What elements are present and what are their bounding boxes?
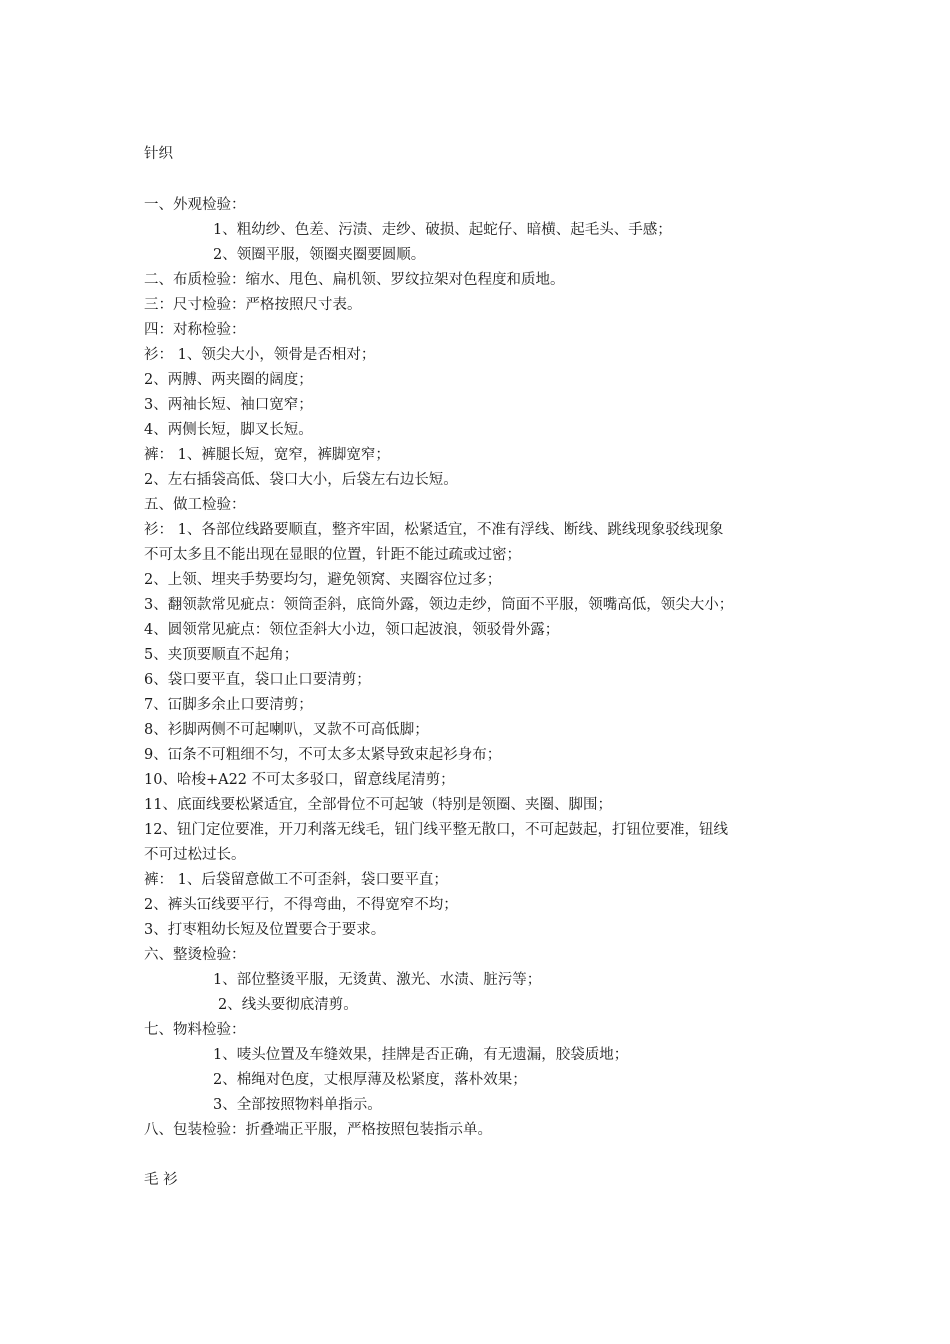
heading-materials-inspection: 七、物料检验： (144, 1022, 246, 1038)
heading-size-inspection: 三：尺寸检验：严格按照尺寸表。 (144, 297, 362, 313)
text-line: 3、全部按照物料单指示。 (213, 1097, 382, 1113)
heading-fabric-inspection: 二、布质检验：缩水、甩色、扁机领、罗纹拉架对色程度和质地。 (144, 272, 565, 288)
text-line: 不可过松过长。 (144, 847, 246, 863)
text-line: 1、粗幼纱、色差、污渍、走纱、破损、起蛇仔、暗横、起毛头、手感； (213, 222, 672, 238)
text-line: 裤： 1、裤腿长短，宽窄，裤脚宽窄； (144, 447, 390, 463)
text-line: 7、冚脚多余止口要清剪； (144, 697, 313, 713)
heading-ironing-inspection: 六、整烫检验： (144, 947, 246, 963)
heading-symmetry-inspection: 四：对称检验： (144, 322, 246, 338)
text-line: 衫： 1、各部位线路要顺直，整齐牢固，松紧适宜，不准有浮线、断线、跳线现象驳线现象 (144, 522, 724, 538)
text-line: 2、棉绳对色度，丈根厚薄及松紧度，落朴效果； (213, 1072, 527, 1088)
text-line: 2、左右插袋高低、袋口大小，后袋左右边长短。 (144, 472, 458, 488)
heading-appearance-inspection: 一、外观检验： (144, 197, 246, 213)
text-line: 4、圆领常见疵点：领位歪斜大小边，领口起波浪，领驳骨外露； (144, 622, 560, 638)
text-line: 2、线头要彻底清剪。 (218, 997, 358, 1013)
text-line: 1、唛头位置及车缝效果，挂牌是否正确，有无遗漏，胶袋质地； (213, 1047, 629, 1063)
text-line: 9、冚条不可粗细不匀，不可太多太紧导致束起衫身布； (144, 747, 502, 763)
heading-packing-inspection: 八、包装检验：折叠端正平服，严格按照包装指示单。 (144, 1122, 492, 1138)
text-line: 3、打枣粗幼长短及位置要合于要求。 (144, 922, 386, 938)
section-title-sweater: 毛 衫 (144, 1172, 178, 1188)
section-title-knit: 针织 (144, 146, 173, 162)
text-line: 6、袋口要平直，袋口止口要清剪； (144, 672, 371, 688)
text-line: 3、翻领款常见疵点：领筒歪斜，底筒外露，领边走纱，筒面不平服，领嘴高低，领尖大小； (144, 597, 734, 613)
text-line: 3、两袖长短、袖口宽窄； (144, 397, 313, 413)
text-line: 8、衫脚两侧不可起喇叭，叉款不可高低脚； (144, 722, 429, 738)
heading-workmanship-inspection: 五、做工检验： (144, 497, 246, 513)
text-line: 12、钮门定位要准，开刀利落无线毛，钮门线平整无散口，不可起鼓起，打钮位要准，钮线 (144, 822, 728, 838)
text-line: 2、领圈平服，领圈夹圈要圆顺。 (213, 247, 426, 263)
text-line: 5、夹顶要顺直不起角； (144, 647, 299, 663)
text-line: 1、部位整烫平服，无烫黄、激光、水渍、脏污等； (213, 972, 542, 988)
text-line: 2、两膊、两夹圈的阔度； (144, 372, 313, 388)
text-line: 2、上领、埋夹手势要均匀，避免领窝、夹圈容位过多； (144, 572, 502, 588)
text-line: 2、裤头冚线要平行，不得弯曲，不得宽窄不均； (144, 897, 458, 913)
text-line: 11、底面线要松紧适宜，全部骨位不可起皱（特别是领圈、夹圈、脚围； (144, 797, 612, 813)
text-line: 不可太多且不能出现在显眼的位置，针距不能过疏或过密； (144, 547, 521, 563)
text-line: 裤： 1、后袋留意做工不可歪斜，袋口要平直； (144, 872, 448, 888)
text-line: 4、两侧长短，脚叉长短。 (144, 422, 313, 438)
text-line: 衫： 1、领尖大小，领骨是否相对； (144, 347, 376, 363)
text-line: 10、哈梭+A22 不可太多驳口，留意线尾清剪； (144, 772, 455, 788)
